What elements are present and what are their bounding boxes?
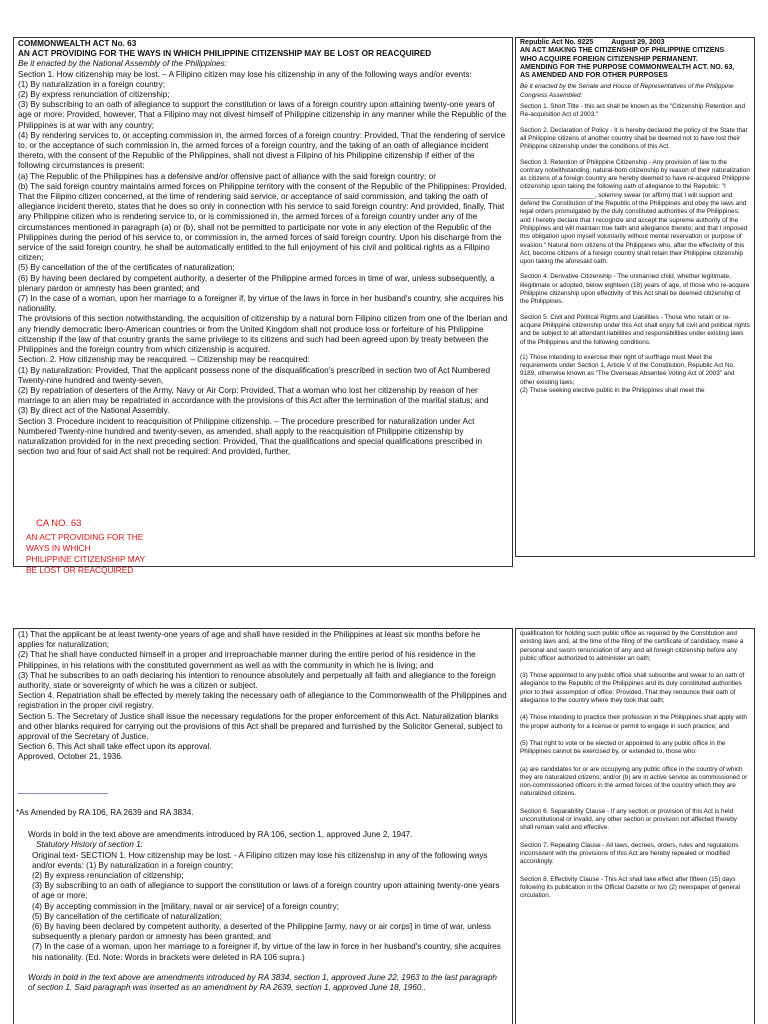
ra9225-title [520, 47, 750, 80]
footnote: Words in bold in the text above are amendments introduced by RA 3834, section 1, approved June 22, 1963 to the last paragraph of section 1. Said paragraph was inserted as an amendment by RA 2639, section 1, approved June 18, 1960.. [28, 972, 497, 993]
ca63-paragraph: (1) By naturalization in a foreign country; [18, 79, 165, 89]
footnote: (5) By cancellation of the certificate of naturalization; [32, 911, 222, 921]
ra9225-continued-box [515, 628, 755, 1024]
ca63-paragraph: (3) By direct act of the National Assembly. [18, 406, 170, 416]
ca63-paragraph: Section 4. Repatriation shall be effected by merely taking the necessary oath of allegiance to the Commonwealth of the Philippines and registration in the proper civil registry. [18, 691, 507, 711]
ca63-paragraph: Approved, October 21, 1936. [18, 752, 124, 762]
title-line: AS AMENDED AND FOR OTHER PURPOSES [520, 72, 668, 80]
ca63-paragraph: (6) By having been declared by competent authority, a deserter of the Philippine armed forces in time of war, unless subsequently, a plenary pardon or amnesty has been granted; and [18, 273, 495, 293]
ra9225-section: Section 4. Derivative Citizenship - The unmarried child, whether legitimate, illegitimate or adopted, below eighteen (18) years of age, of those who re-acquire Philippine citizenship upon effectivity of this Act shall be deemed citizenship of the Philippines. [520, 273, 750, 306]
ca63-paragraph: The provisions of this section notwithstanding, the acquisition of citizenship by a natural born Filipino citizen from one of the Iberian and any friendly democratic Ibero-American countries or from the United Kingdom shall not produce loss or forfeiture of his Philippine citizenship if the law of that country grants the same privilege to its citizens and such had been agreed upon by treaty between the Philippines and the foreign country from which citizenship is acquired. [18, 314, 508, 355]
ra9225-section: Section 1. Short Title - this act shall be known as the "Citizenship Retention and Re-acquisition Act of 2003." [520, 103, 745, 119]
ca63-paragraph: (2) By repatriation of deserters of the Army, Navy or Air Corp: Provided, That a woman who lost her citizenship by reason of her marriage to an alien may be repatriated in accordance with the provisions of this Act after the termination of the marital status; and [18, 385, 489, 406]
ca-label-overlay [36, 518, 81, 529]
ca63-paragraph: (4) By rendering services to, or accepting commission in, the armed forces of a foreign country: Provided, That the rendering of service to, or the acceptance of such commission in, the armed forces of a foreign country, and the taking of an oath of allegiance incident thereto, with the consent of the Republic of the Philippines, shall not divest a Filipino of his Philippine citizenship if either of the following circumstances is present: [18, 130, 506, 171]
ra9225-section: (1) Those intending to exercise their right of surffrage must Meet the requirements under Section 1, Article V of the Constitution, Republic Act No. 9189, otherwise known as "The Overseas Absentee Voting Act of 2003" and other existing laws; [520, 353, 735, 386]
ra9225-section: Section 5. Civil and Political Rights and Liabilities - Those who retain or re-acquire Philippine citizenship under this Act shall enjoy full civil and political rights and be subject to all attendant liabilities and responsibilities under existing laws of the Philippines and the following conditions: [520, 313, 750, 346]
title-line: AN ACT MAKING THE CITIZENSHIP OF PHILIPPINE CITIZENS [520, 47, 725, 55]
ca63-paragraph: Section. 2. How citizenship may be reacquired. – Citizenship may be reacquired: [18, 355, 310, 365]
footnote-divider [18, 793, 108, 794]
ca63-paragraph: (3) By subscribing to an oath of allegiance to support the constitution or laws of a foreign country upon attaining twenty-one years of age or more: Provided, however, That a Filipino may not divest himself of Philippine citizenship in any manner while the Republic of the Philippines is at war with any country; [18, 100, 507, 130]
ca-number-label: CA NO. 63 [36, 518, 82, 529]
ca63-paragraph: Section 6. This Act shall take effect upon its approval. [18, 742, 212, 752]
ca63-paragraph: (2) By express renunciation of citizenship; [18, 90, 170, 100]
ca63-paragraph: (3) That he subscribes to an oath declaring his intention to renounce absolutely and perpetually all faith and allegiance to the foreign authority, state or sovereignty of which he was a citizen or subject. [18, 670, 496, 691]
ca63-paragraph: Section 1. How citizenship may be lost. – A Filipino citizen may lose his citizenship in any of the following ways and/or events: [18, 69, 472, 79]
ra9225-section: qualification for holding such public office as required by the Constitution and existing laws and, at the time of the filing of the certificate of candidacy, make a personal and sworn renunciation of any and all foreign citizenship before any public officer authorized to administer an oath; [520, 630, 744, 662]
ra9225-section: Section 7. Repealing Clause - All laws, decrees, orders, rules and regulations inconsistent with the provisions of this Act are hereby repealed or modified accordingly. [520, 841, 739, 866]
footnote: Original text- SECTION 1. How citizenship may be lost. - A Filipino citizen may lose his citizenship in any of the following ways and/or events: (1) By naturalization in a foreign country; [32, 850, 488, 870]
ca63-subtitle: AN ACT PROVIDING FOR THE WAYS IN WHICH PHILIPPINE CITIZENSHIP MAY BE LOST OR REACQUIRED [18, 49, 432, 59]
ra9225-section: Section 2. Declaration of Policy - It is hereby declared the policy of the State that all Philippine citizens of another country shall be deemed not to have lost their Philippine citizenship under the conditions of this Act. [520, 126, 748, 151]
ra-number: Republic Act No. 9225 [520, 39, 594, 46]
footnote: (4) By accepting commission in the [military, naval or air service] of a foreign country; [32, 901, 339, 911]
ca63-paragraph: (b) The said foreign country maintains armed forces on Philippine territory with the consent of the Republic of the Philippines: Provided, That the Filipino citizen concerned, at the time of rendering said service, or acceptance of said commission, and taking the oath of allegiance incident thereto, states that he does so only in connection with his service to said foreign country: And provided, finally, That any Philippine citizen who is rendering service to, or is commissioned in, the armed forces of a foreign country under any of the circumstances mentioned in paragraph (a) or (b), shall not be permitted to participate nor vote in any election of the Republic of the Philippines during the period of his service to, or commission in, the armed forces of said foreign country. Upon his discharge from the service of the said foreign country, he shall be automatically entitled to the full enjoyment of his civil and political rights as a Filipino citizen; [18, 181, 507, 263]
ra9225-section: Section 8. Effectivity Clause - This Act shall take effect after fifteen (15) days following its publication in the Official Gazette or two (2) newspaper of general circulation. [520, 875, 741, 900]
ra9225-section: (2) Those seeking elective public in the Philippines shall meet the [520, 386, 705, 394]
ca63-title: COMMONWEALTH ACT No. 63 [18, 39, 137, 48]
ra9225-section: Section 3. Retention of Philippine Citizenship - Any provision of law to the contrary notwithstanding, natural-born citizenship by reason of their naturalization as citizens of a foreign country are hereby deemed to have re-acquired Philippine citizenship upon taking the following oath of allegiance to the Republic: "I _____________________, solemny swear (or affirm) that I will support and defend the Constitution of the Republic of the Philippines and obey the laws and legal orders promulgated by the duly constituted authorities of the Philippines; and I hereby declare that I recognize and accept the supreme authority of the Philippines and will maintain true faith and allegiance thereto; and that I imposed this obligation upon myself voluntarily without mental reservation or purpose of evasion." Natural born citizens of the Philippines who, after the effectivity of this Act, become citizens of a foreign country shall retain their Philippine citizenship upon taking the aforesaid oath. [520, 158, 750, 266]
footnote: (6) By having been declared by competent authority, a deserted of the Philippine [army, navy or air corps] in time of war, unless subsequently a plenary pardon or amnesty has been granted; and [32, 922, 491, 942]
ca63-paragraph: Section 5. The Secretary of Justice shall issue the necessary regulations for the proper enforcement of this Act. Naturalization blanks and other blanks required for carrying out the provisions of this Act shall be prepared and furnished by the Solicitor General, subject to approval of the Secretary of Justice. [18, 711, 503, 742]
ra9225-text-box [515, 37, 755, 557]
ca63-paragraph: (1) That the applicant be at least twenty-one years of age and shall have resided in the Philippines at least six months before he applies for naturalization; [18, 630, 481, 650]
title-line: AMENDING FOR THE PURPOSE COMMONWEALTH ACT. NO. 63, [520, 63, 735, 71]
ca63-paragraph: Section 3. Procedure incident to reacquisition of Philippine citizenship. – The procedure prescribed for naturalization under Act Numbered Twenty-nine hundred and twenty-seven, as amended, shall apply to the reacquisition of Philippine citizenship by naturalization provided for in the next preceding section: Provided, That the qualifications and special qualifications prescribed in section two and four of said Act shall not be required: And provided, further, [18, 416, 483, 457]
ra9225-section: (5) That right to vote or be elected or appointed to any public office in the Philippines cannot be exercised by, or extended to, those who: [520, 739, 726, 756]
ra9225-section: Section 6. Separability Clause - If any section or provision of this Act is held unconstitutional or invalid, any other section or provision not affected thereby shall remain valid and effective. [520, 807, 737, 832]
ra-date: August 29, 2003 [611, 39, 665, 46]
overlay-line: WAYS IN WHICH [26, 543, 91, 553]
footnotes [16, 808, 503, 993]
ra9225-enacting-clause: Be it enacted by the Senate and House of Representatives of the Philippine Congress Assembled: [520, 83, 734, 99]
ca63-paragraph: (a) The Republic of the Philippines has a defensive and/or offensive pact of alliance with the said foreign country; or [18, 171, 436, 181]
ca-title-overlay [26, 532, 145, 576]
ca63-paragraph: (5) By cancellation of the of the certificates of naturalization; [18, 263, 235, 273]
ca63-enacting-clause: Be it enacted by the National Assembly of the Philippines: [18, 59, 228, 69]
footnote: Words in bold in the text above are amendments introduced by RA 106, section 1, approved June 2, 1947. [28, 830, 413, 840]
ca63-paragraph: (1) By naturalization: Provided, That the applicant possess none of the disqualification's prescribed in section two of Act Numbered Twenty-nine hundred and twenty-seven, [18, 365, 490, 385]
title-line: WHO ACQUIRE FOREIGN CITIZENSHIP PERMANENT. [520, 55, 698, 63]
footnote: Statutory History of section 1: [36, 840, 143, 850]
ca63-paragraph: (7) In the case of a woman, upon her marriage to a foreigner if, by virtue of the laws in force in her husband's country, she acquires his nationality. [18, 294, 504, 314]
ra9225-section: (a) are candidates for or are occupying any public office in the country of which they are naturalized citizens; and/or (b) are in active service as commissioned or non-commissioned officers in the armed forces of the country which they are naturalized citizens. [520, 765, 748, 798]
overlay-line: AN ACT PROVIDING FOR THE [26, 532, 144, 542]
ca63-paragraphs [18, 70, 508, 458]
footnote: (3) By subscribing to an oath of allegiance to support the constitution or laws of a foreign country upon attaining twenty-one years of age or more; [32, 881, 500, 901]
ca63-paragraph: (2) That he shall have conducted himself in a proper and irreproachable manner during the entire period of his residence in the Philippines, in his relations with the constituted government as well as with the community in which he is living; and [18, 650, 476, 670]
overlay-line: BE LOST OR REACQUIRED [26, 565, 134, 575]
ra9225-section: (3) Those appointed to any public office shall subscribe and swear to an oath of allegiance to the Republic of the Philippines and its duly constituted authorities prior to their assumption of office: Provided, That they renounce their oath of allegiance to the country where they took that oath; [520, 672, 745, 705]
ca63-text-box [13, 37, 513, 567]
ra9225-section: (4) Those intending to practice their profession in the Philippines shall apply with the proper authority for a license or permit to engage in such practice; and [520, 714, 747, 730]
footnote: (7) In the case of a woman, upon her marriage to a foreigner if, by virtue of the law in force in her husband's country, she acquires his nationality. (Ed. Note: Words in brackets were deleted in RA 106 supra.) [32, 942, 501, 962]
footnote: *As Amended by RA 106, RA 2639 and RA 3834. [16, 808, 194, 817]
overlay-line: PHILIPPINE CITIZENSHIP MAY [26, 554, 146, 564]
ra9225-header [520, 39, 750, 47]
footnote: (2) By express renunciation of citizenship; [32, 871, 184, 881]
